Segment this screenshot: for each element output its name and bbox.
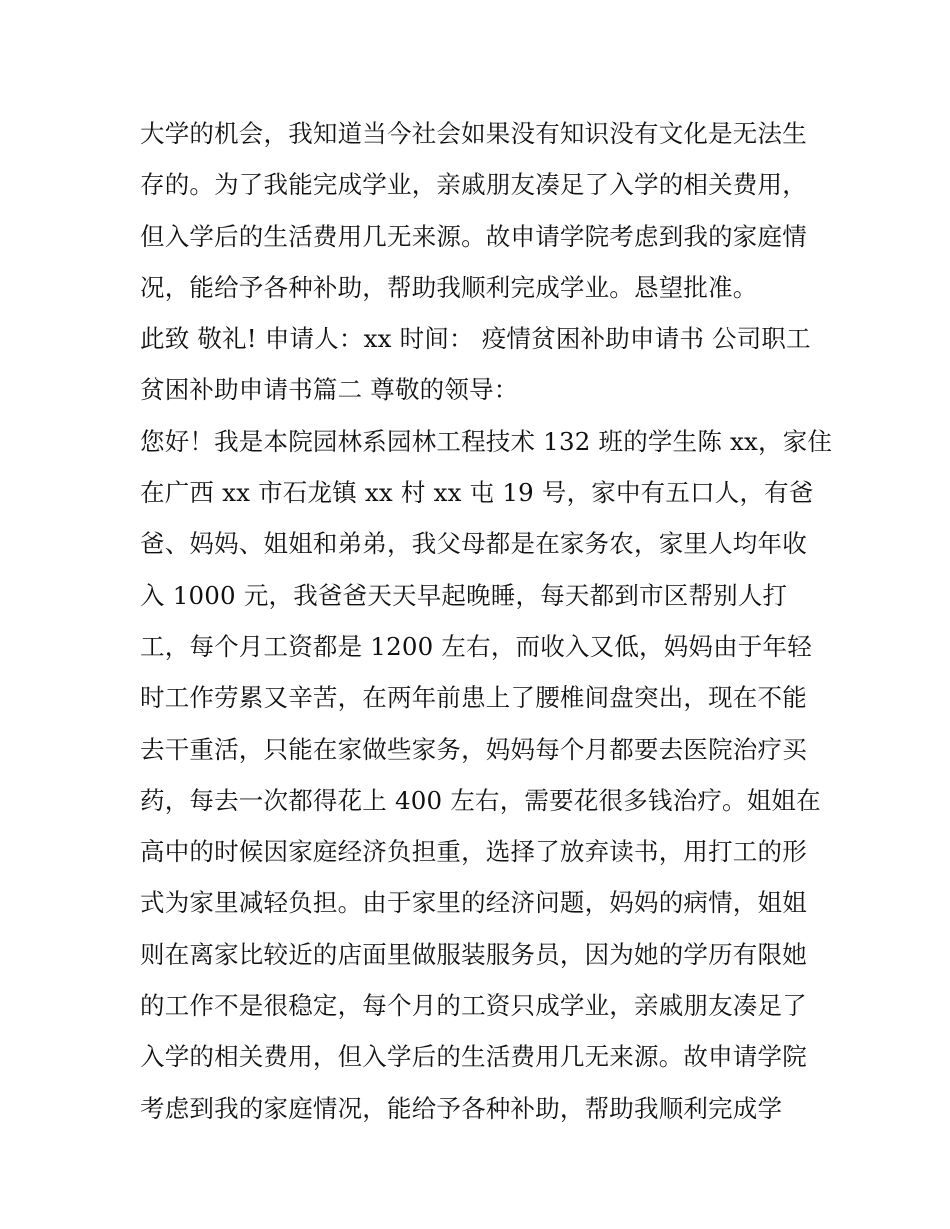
text-line: 爸、妈妈、姐姐和弟弟，我父母都是在家务农，家里人均年收 (140, 529, 807, 559)
text-line: 况，能给予各种补助，帮助我顺利完成学业。恳望批准。 (140, 272, 758, 302)
text-line: 在广西 xx 市石龙镇 xx 村 xx 屯 19 号，家中有五口人，有爸 (140, 478, 814, 508)
text-line: 式为家里减轻负担。由于家里的经济问题，妈妈的病情，姐姐 (140, 888, 807, 918)
text-line: 贫困补助申请书篇二 尊敬的领导： (140, 375, 519, 405)
text-line: 时工作劳累又辛苦，在两年前患上了腰椎间盘突出，现在不能 (140, 683, 807, 713)
text-line: 工，每个月工资都是 1200 左右，而收入又低，妈妈由于年轻 (140, 631, 812, 661)
text-line: 则在离家比较近的店面里做服装服务员，因为她的学历有限她 (140, 939, 807, 969)
text-line: 但入学后的生活费用几无来源。故申请学院考虑到我的家庭情 (140, 221, 807, 251)
text-line: 您好！我是本院园林系园林工程技术 132 班的学生陈 xx，家住 (140, 426, 833, 456)
text-line: 高中的时候因家庭经济负担重，选择了放弃读书，用打工的形 (140, 837, 807, 867)
text-line: 考虑到我的家庭情况，能给予各种补助，帮助我顺利完成学 (140, 1093, 783, 1123)
text-line: 大学的机会，我知道当今社会如果没有知识没有文化是无法生 (140, 119, 807, 148)
text-line: 入 1000 元，我爸爸天天早起晚睡，每天都到市区帮别人打 (140, 580, 788, 610)
text-line: 药，每去一次都得花上 400 左右，需要花很多钱治疗。姐姐在 (140, 785, 821, 815)
text-line: 入学的相关费用，但入学后的生活费用几无来源。故申请学院 (140, 1042, 807, 1072)
text-line: 的工作不是很稳定，每个月的工资只成学业，亲戚朋友凑足了 (140, 991, 807, 1021)
text-line: 此致 敬礼! 申请人：xx 时间： 疫情贫困补助申请书 公司职工 (140, 324, 811, 354)
text-line: 存的。为了我能完成学业，亲戚朋友凑足了入学的相关费用， (140, 170, 807, 200)
body-text (140, 108, 833, 1134)
text-line: 去干重活，只能在家做些家务，妈妈每个月都要去医院治疗买 (140, 734, 807, 764)
